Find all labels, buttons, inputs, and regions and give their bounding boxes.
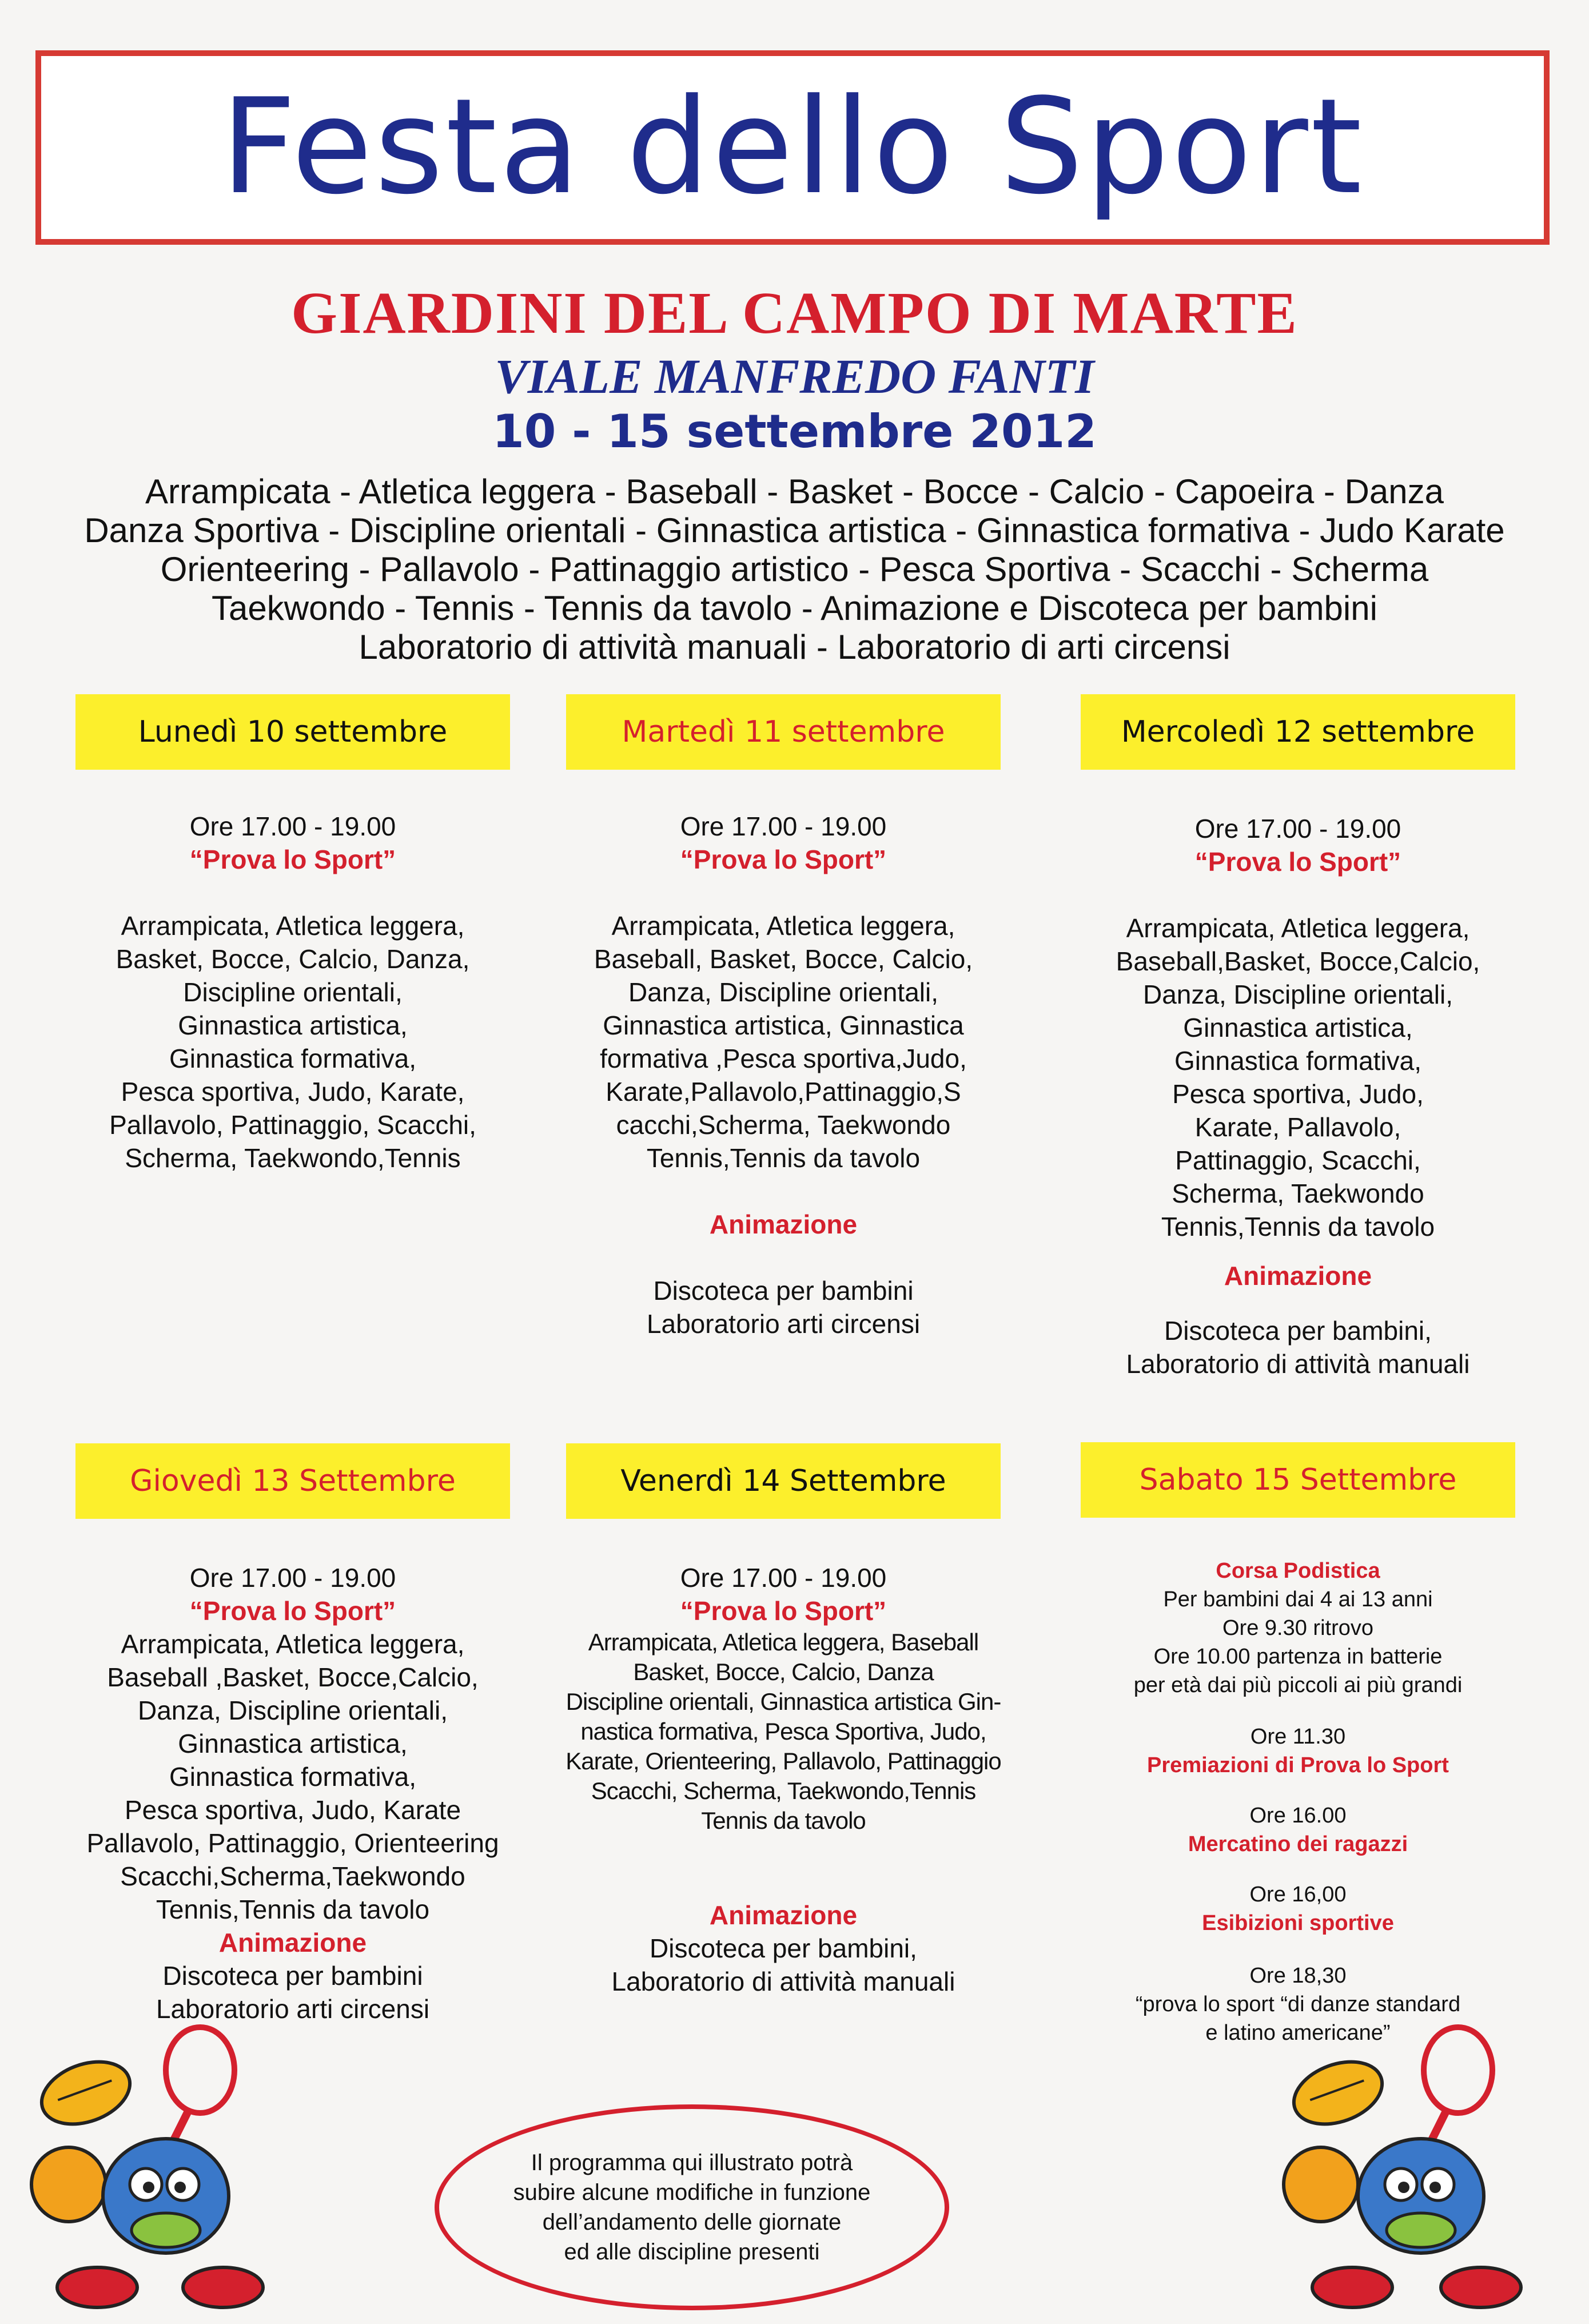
program-title: “Prova lo Sport”: [680, 845, 887, 874]
notice-line: Il programma qui illustrato potrà: [531, 2150, 853, 2175]
event-line: e latino americane”: [1205, 2021, 1391, 2045]
sport-line: Danza, Discipline orientali,: [1142, 980, 1453, 1009]
extra-line: Discoteca per bambini,: [1164, 1316, 1432, 1346]
program-title: “Prova lo Sport”: [189, 1596, 396, 1626]
event-title: Corsa Podistica: [1216, 1559, 1380, 1583]
event-time: Ore 16,00: [1249, 1883, 1347, 1907]
sport-line: Basket, Bocce, Calcio, Danza: [633, 1658, 934, 1685]
event-title: Esibizioni sportive: [1202, 1911, 1394, 1935]
day-column-monday: [47, 810, 539, 1175]
page-title: Festa dello Sport: [221, 71, 1364, 224]
event-title: Mercatino dei ragazzi: [1188, 1832, 1408, 1856]
event-line: per età dai più piccoli ai più grandi: [1133, 1673, 1463, 1697]
sport-line: Scacchi,Scherma,Taekwondo: [120, 1861, 465, 1891]
sport-line: Scherma, Taekwondo: [1172, 1179, 1424, 1208]
sport-line: Arrampicata, Atletica leggera,: [1126, 913, 1470, 943]
event-line: Per bambini dai 4 ai 13 anni: [1163, 1587, 1433, 1611]
sport-mascot-left-icon: [23, 2019, 309, 2316]
sports-line: Arrampicata - Atletica leggera - Baseball - Basket - Bocce - Calcio - Capoeira - Danza: [145, 472, 1444, 511]
sport-line: Basket, Bocce, Calcio, Danza,: [116, 944, 470, 974]
sport-line: Ginnastica artistica, Ginnastica: [603, 1010, 964, 1040]
animation-title: Animazione: [709, 1900, 858, 1930]
extra-line: Laboratorio di attività manuali: [1126, 1349, 1470, 1379]
sport-line: Arrampicata, Atletica leggera, Baseball: [588, 1629, 979, 1656]
sport-line: Tennis,Tennis da tavolo: [156, 1895, 430, 1924]
time-slot: Ore 17.00 - 19.00: [189, 811, 396, 841]
sport-line: cacchi,Scherma, Taekwondo: [616, 1110, 951, 1140]
sport-line: Scacchi, Scherma, Taekwondo,Tennis: [591, 1777, 976, 1804]
time-slot: Ore 17.00 - 19.00: [1194, 814, 1401, 843]
day-header-saturday: Sabato 15 Settembre: [1081, 1442, 1515, 1518]
sport-line: Ginnastica formativa,: [169, 1044, 417, 1073]
day-column-thursday: [47, 1561, 539, 2025]
sport-line: Scherma, Taekwondo,Tennis: [125, 1143, 461, 1173]
sports-line: Orienteering - Pallavolo - Pattinaggio artistico - Pesca Sportiva - Scacchi - Scherma: [160, 550, 1429, 588]
sport-line: Baseball,Basket, Bocce,Calcio,: [1116, 946, 1480, 976]
sport-line: Karate,Pallavolo,Pattinaggio,S: [606, 1077, 961, 1107]
animation-title: Animazione: [709, 1209, 858, 1239]
sport-line: Pallavolo, Pattinaggio, Scacchi,: [109, 1110, 476, 1140]
sport-mascot-right-icon: [1269, 2019, 1555, 2316]
sports-list: [23, 472, 1566, 667]
sport-line: Arrampicata, Atletica leggera,: [121, 911, 465, 941]
sport-line: Ginnastica formativa,: [169, 1762, 417, 1792]
event-time: Ore 18,30: [1249, 1964, 1347, 1988]
day-column-tuesday: [537, 810, 1029, 1340]
sport-line: Arrampicata, Atletica leggera,: [121, 1629, 465, 1659]
sport-line: formativa ,Pesca sportiva,Judo,: [600, 1044, 967, 1073]
day-header-thursday: Giovedì 13 Settembre: [75, 1443, 510, 1519]
sports-line: Taekwondo - Tennis - Tennis da tavolo - Animazione e Discoteca per bambini: [212, 589, 1377, 627]
sport-line: Ginnastica artistica,: [178, 1729, 408, 1758]
title-banner: [35, 50, 1550, 245]
sports-line: Danza Sportiva - Discipline orientali - Ginnastica artistica - Ginnastica formativa - Judo Karate: [84, 511, 1505, 550]
sport-line: Karate, Orienteering, Pallavolo, Pattinaggio: [565, 1748, 1001, 1774]
sport-line: nastica formativa, Pesca Sportiva, Judo,: [580, 1718, 986, 1745]
program-title: “Prova lo Sport”: [1194, 847, 1401, 877]
venue-street: VIALE MANFREDO FANTI: [495, 349, 1094, 404]
event-dates: 10 - 15 settembre 2012: [492, 405, 1097, 458]
day-column-wednesday: [1052, 812, 1544, 1380]
time-slot: Ore 17.00 - 19.00: [189, 1563, 396, 1593]
sport-line: Baseball ,Basket, Bocce,Calcio,: [107, 1662, 479, 1692]
sport-line: Pesca sportiva, Judo, Karate,: [121, 1077, 465, 1107]
sport-line: Tennis da tavolo: [701, 1807, 866, 1834]
event-time: Ore 11.30: [1250, 1725, 1346, 1749]
sport-line: Danza, Discipline orientali,: [137, 1696, 448, 1725]
notice-line: subire alcune modifiche in funzione: [513, 2180, 871, 2205]
venue-name: GIARDINI DEL CAMPO DI MARTE: [291, 280, 1298, 346]
sport-line: Danza, Discipline orientali,: [628, 977, 939, 1007]
sport-line: Arrampicata, Atletica leggera,: [611, 911, 955, 941]
sport-line: Pesca sportiva, Judo, Karate: [124, 1795, 461, 1825]
event-time: Ore 16.00: [1249, 1804, 1347, 1828]
animation-title: Animazione: [1224, 1261, 1372, 1291]
extra-line: Discoteca per bambini,: [650, 1933, 917, 1963]
sports-line: Laboratorio di attività manuali - Laboratorio di arti circensi: [359, 628, 1230, 666]
sport-line: Discipline orientali,: [183, 977, 403, 1007]
notice-line: dell’andamento delle giornate: [542, 2210, 842, 2235]
sport-line: Tennis,Tennis da tavolo: [646, 1143, 921, 1173]
sport-line: Karate, Pallavolo,: [1194, 1112, 1401, 1142]
event-line: Ore 10.00 partenza in batterie: [1153, 1645, 1443, 1669]
extra-line: Discoteca per bambini: [653, 1276, 914, 1306]
day-header-tuesday: Martedì 11 settembre: [566, 694, 1001, 770]
day-column-saturday: [1052, 1557, 1544, 2047]
program-change-notice: [435, 2104, 949, 2310]
sport-line: Discipline orientali, Ginnastica artistica Gin-: [565, 1688, 1001, 1715]
program-title: “Prova lo Sport”: [189, 845, 396, 874]
time-slot: Ore 17.00 - 19.00: [680, 811, 887, 841]
sport-line: Ginnastica formativa,: [1174, 1046, 1422, 1076]
program-title: “Prova lo Sport”: [680, 1596, 887, 1626]
time-slot: Ore 17.00 - 19.00: [680, 1563, 887, 1593]
extra-line: Discoteca per bambini: [162, 1961, 423, 1991]
extra-line: Laboratorio di attività manuali: [611, 1967, 955, 1996]
day-header-friday: Venerdì 14 Settembre: [566, 1443, 1001, 1519]
day-header-wednesday: Mercoledì 12 settembre: [1081, 694, 1515, 770]
sport-line: Ginnastica artistica,: [1183, 1013, 1413, 1042]
day-column-friday: [537, 1561, 1029, 1998]
sport-line: Ginnastica artistica,: [178, 1010, 408, 1040]
event-title: Premiazioni di Prova lo Sport: [1147, 1753, 1449, 1777]
extra-line: Laboratorio arti circensi: [646, 1309, 921, 1339]
sport-line: Baseball, Basket, Bocce, Calcio,: [594, 944, 973, 974]
day-header-monday: Lunedì 10 settembre: [75, 694, 510, 770]
notice-line: ed alle discipline presenti: [564, 2239, 820, 2265]
event-line: Ore 9.30 ritrovo: [1222, 1616, 1373, 1640]
sport-line: Pallavolo, Pattinaggio, Orienteering: [86, 1828, 499, 1858]
sport-line: Pattinaggio, Scacchi,: [1175, 1145, 1421, 1175]
sport-line: Tennis,Tennis da tavolo: [1161, 1212, 1435, 1241]
extra-line: Laboratorio arti circensi: [156, 1994, 430, 2024]
sport-line: Pesca sportiva, Judo,: [1172, 1079, 1424, 1109]
event-line: “prova lo sport “di danze standard: [1135, 1992, 1461, 2016]
animation-title: Animazione: [218, 1928, 367, 1957]
